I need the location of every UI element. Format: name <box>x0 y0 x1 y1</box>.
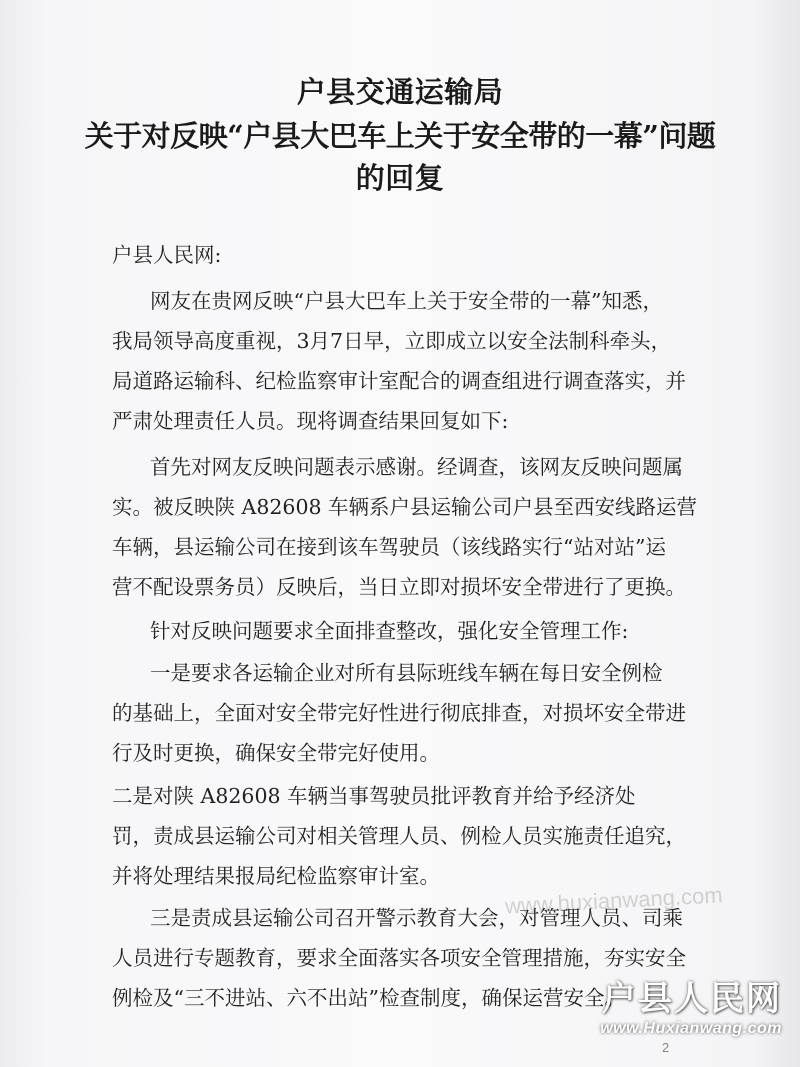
body-line: 严肃处理责任人员。现将调查结果回复如下: <box>112 409 509 433</box>
body-line: 针对反映问题要求全面排查整改，强化安全管理工作: <box>150 619 629 643</box>
site-logo-url: www.Huxianwang.com <box>600 1020 782 1037</box>
body-line: 车辆，县运输公司在接到该车驾驶员（该线路实行“站对站”运 <box>112 535 666 559</box>
body-line: 的基础上，全面对安全带完好性进行彻底排查，对损坏安全带进 <box>112 701 686 725</box>
body-line: 一是要求各运输企业对所有县际班线车辆在每日安全例检 <box>150 661 663 685</box>
page-number: 2 <box>662 1040 670 1055</box>
body-line: 例检及“三不进站、六不出站”检查制度，确保运营安全。 <box>112 986 625 1010</box>
body-line: 人员进行专题教育，要求全面落实各项安全管理措施，夯实安全 <box>112 946 686 970</box>
site-logo-name: 户县人民网 <box>602 979 782 1019</box>
document-title-line-1: 户县交通运输局 <box>296 75 504 109</box>
body-line: 局道路运输科、纪检监察审计室配合的调查组进行调查落实，并 <box>112 369 686 393</box>
site-watermark-text: www.huxianwang.com <box>504 882 724 919</box>
body-line: 三是责成县运输公司召开警示教育大会，对管理人员、司乘 <box>150 906 683 930</box>
body-line: 首先对网友反映问题表示感谢。经调查，该网友反映问题属 <box>150 455 683 479</box>
body-line: 二是对陕 A82608 车辆当事驾驶员批评教育并给予经济处 <box>112 784 636 808</box>
body-line: 并将处理结果报局纪检监察审计室。 <box>112 864 440 888</box>
salutation: 户县人民网: <box>112 243 222 267</box>
body-line: 行及时更换，确保安全带完好使用。 <box>112 741 440 765</box>
body-line: 我局领导高度重视，3月7日早，立即成立以安全法制科牵头， <box>112 329 672 353</box>
body-line: 实。被反映陕 A82608 车辆系户县运输公司户县至西安线路运营 <box>112 495 698 519</box>
body-line: 罚，责成县运输公司对相关管理人员、例检人员实施责任追究， <box>112 824 686 848</box>
body-line: 网友在贵网反映“户县大巴车上关于安全带的一幕”知悉， <box>150 289 663 313</box>
document-title-line-2: 关于对反映“户县大巴车上关于安全带的一幕”问题 <box>84 119 716 153</box>
site-logo <box>600 979 782 1038</box>
body-line: 营不配设票务员）反映后，当日立即对损坏安全带进行了更换。 <box>112 575 686 599</box>
document-title-line-3: 的回复 <box>355 161 445 195</box>
